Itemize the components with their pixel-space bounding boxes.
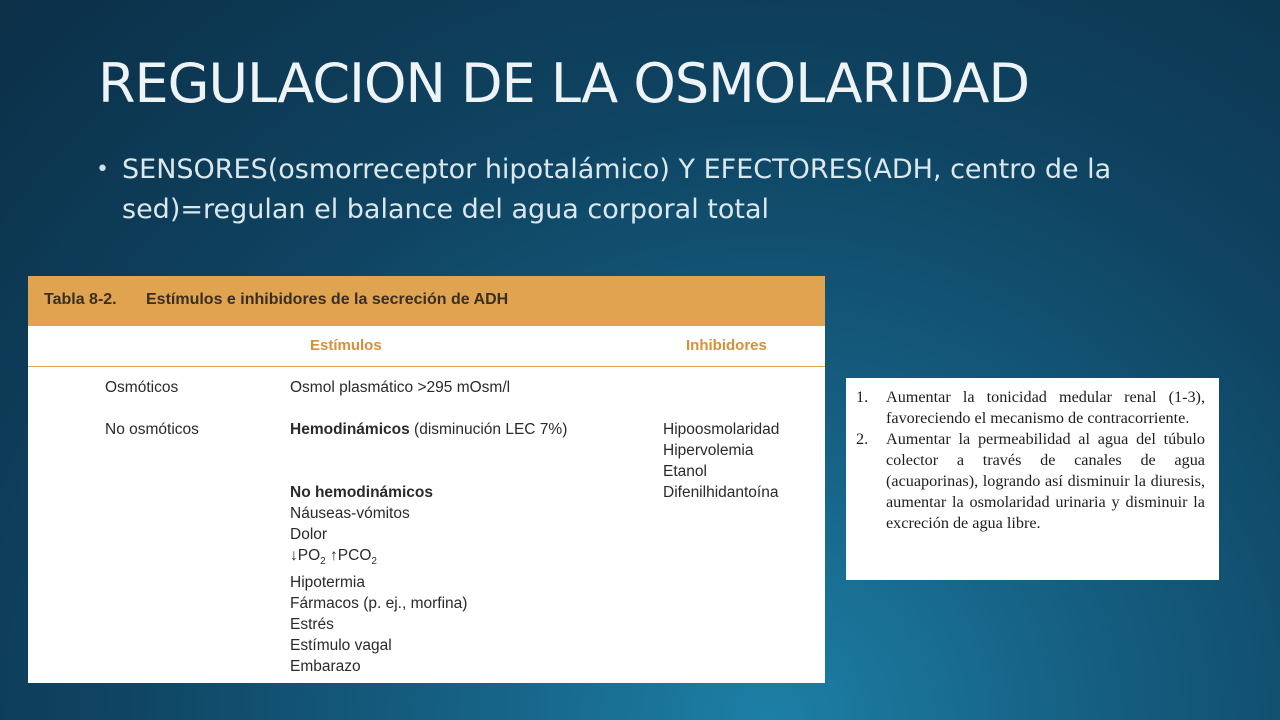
adh-goals-box: [846, 378, 1219, 580]
row-label-osmotic: Osmóticos: [105, 379, 179, 396]
bullet-point: [96, 150, 1176, 230]
goal-item: [856, 387, 1205, 429]
goal-item: [856, 429, 1205, 534]
table-caption-number: Tabla 8-2.: [44, 291, 117, 308]
bullet-icon: •: [96, 157, 109, 182]
hemodynamic-stimulus: [290, 419, 567, 440]
hemodynamic-label: Hemodinámicos: [290, 421, 410, 438]
pco2-subscript: 2: [371, 556, 377, 568]
goal-text: Aumentar la tonicidad medular renal (1-3), favoreciendo el mecanismo de contracorriente.: [886, 388, 1205, 427]
inhibitors-list: [663, 419, 779, 503]
slide-title: REGULACION DE LA OSMOLARIDAD: [98, 52, 1030, 115]
non-hemodynamic-label: No hemodinámicos: [290, 484, 433, 501]
goal-number: 1.: [856, 388, 869, 406]
up-arrow-icon: ↑: [330, 547, 338, 564]
po2-label: PO: [297, 547, 321, 564]
inhibitor-item: Hipoosmolaridad: [663, 421, 780, 438]
inhibitor-item: Hipervolemia: [663, 442, 754, 459]
down-arrow-icon: ↓: [290, 547, 298, 564]
list-item: Embarazo: [290, 658, 361, 676]
table-caption: [28, 276, 825, 326]
list-item: Estrés: [290, 616, 334, 634]
non-hemodynamic-list: [290, 482, 467, 677]
list-item: Fármacos (p. ej., morfina): [290, 595, 468, 613]
list-item: Dolor: [290, 526, 328, 543]
po2-subscript: 2: [320, 556, 326, 568]
inhibitor-item: Difenilhidantoína: [663, 484, 779, 501]
pco2-label: PCO: [337, 547, 372, 564]
header-divider: [28, 366, 825, 367]
hemodynamic-detail: (disminución LEC 7%): [409, 421, 568, 438]
row-label-non-osmotic: No osmóticos: [105, 421, 199, 438]
adh-table-image: [28, 276, 825, 683]
goal-text: Aumentar la permeabilidad al agua del túbulo colector a través de canales de agua (acuaporinas), logrando así disminuir la diuresis, aumentar la osmolaridad urinaria y disminuir la excreción de agua libre.: [886, 430, 1205, 532]
list-item: Náuseas-vómitos: [290, 505, 410, 522]
column-header-inhibitors: Inhibidores: [686, 337, 767, 354]
goal-number: 2.: [856, 430, 869, 448]
list-item: Hipotermia: [290, 574, 365, 592]
column-header-stimuli: Estímulos: [310, 337, 382, 354]
list-item: Estímulo vagal: [290, 637, 392, 655]
osmotic-stimulus: Osmol plasmático >295 mOsm/l: [290, 379, 511, 396]
table-caption-title: Estímulos e inhibidores de la secreción de ADH: [146, 291, 509, 308]
gas-line: [290, 545, 467, 572]
inhibitor-item: Etanol: [663, 463, 707, 480]
bullet-text: SENSORES(osmorreceptor hipotalámico) Y EFECTORES(ADH, centro de la sed)=regulan el balance del agua corporal total: [122, 154, 1112, 225]
